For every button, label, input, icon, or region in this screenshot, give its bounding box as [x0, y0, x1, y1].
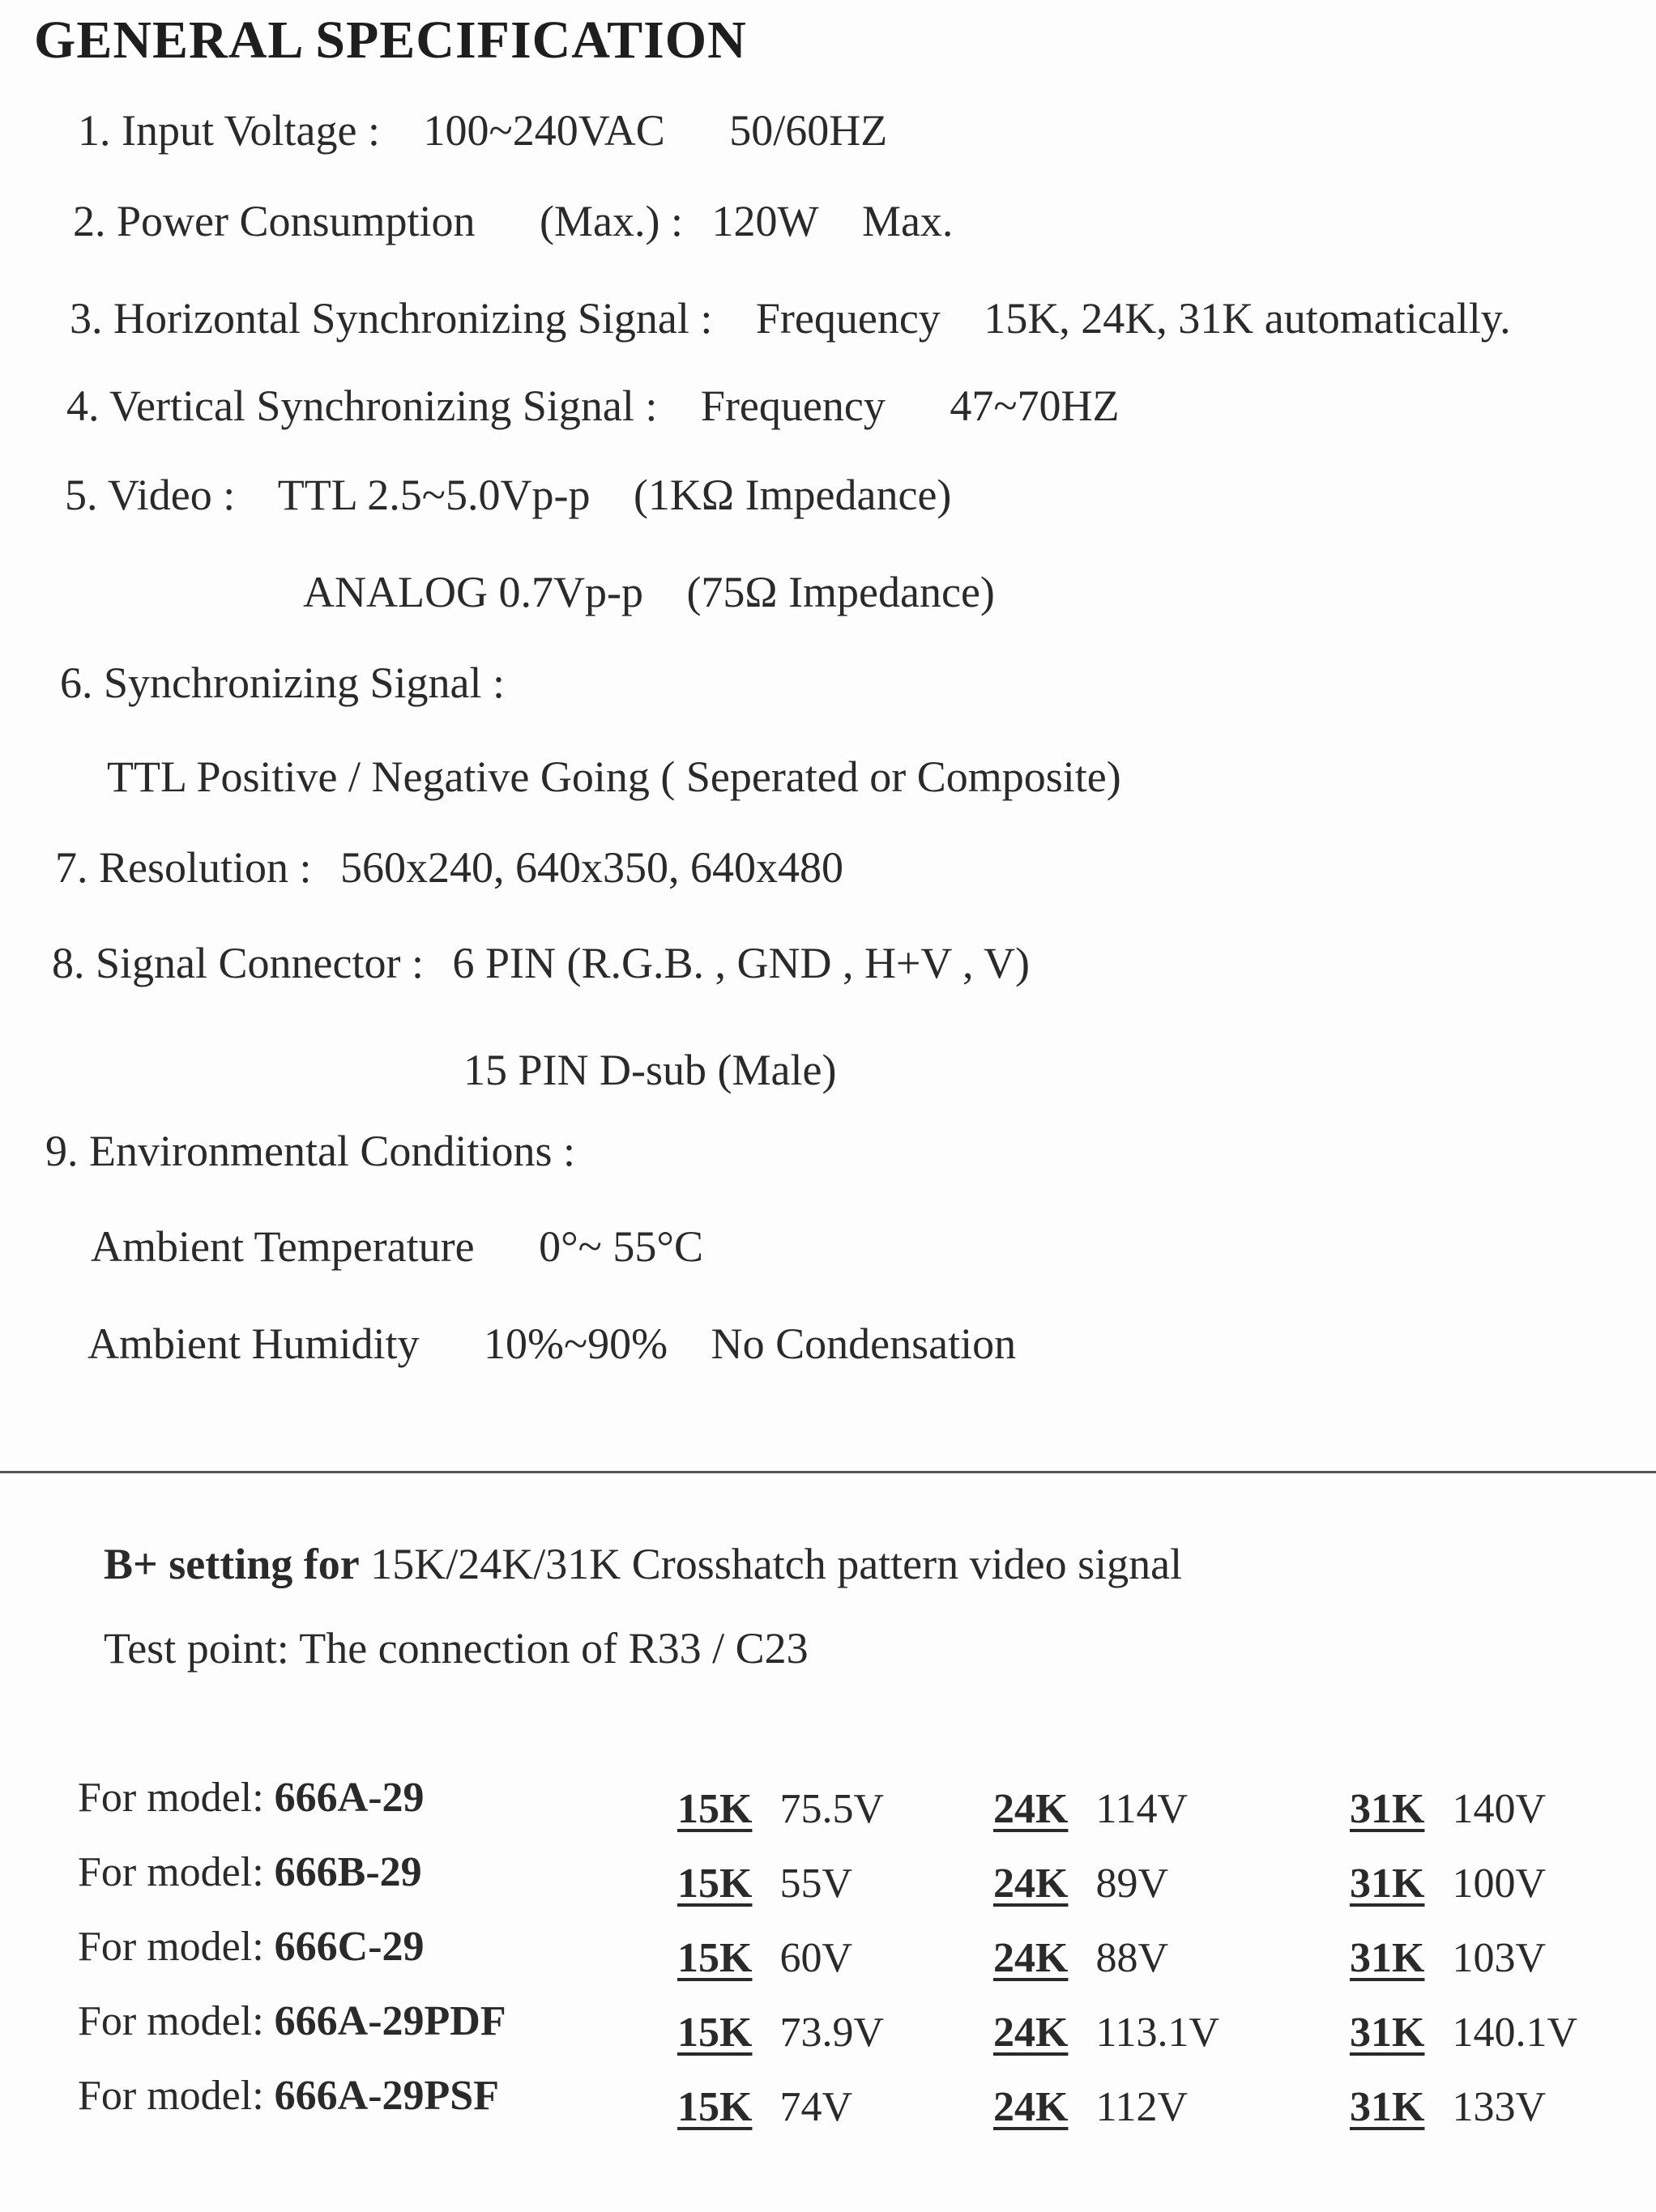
freq-31k — [1350, 1934, 1546, 1982]
freq-voltage: 75.5V — [779, 1786, 885, 1832]
freq-key: 15K — [677, 2010, 753, 2056]
spec-value: 15 PIN D-sub (Male) — [463, 1046, 837, 1094]
spec-value: 47~70HZ — [950, 381, 1120, 430]
spec-qualifier: (Max.) : — [540, 197, 683, 245]
freq-15k — [677, 1934, 852, 1982]
spec-key: Frequency — [700, 381, 886, 430]
spec-ambient-temperature — [91, 1221, 703, 1272]
model-name: 666A-29 — [274, 1775, 425, 1821]
model-label — [78, 1848, 422, 1896]
test-point-note: Test point: The connection of R33 / C23 — [104, 1624, 809, 1673]
freq-31k — [1350, 1860, 1546, 1907]
document-title: GENERAL SPECIFICATION — [34, 11, 747, 70]
spec-sync-signal — [60, 658, 505, 708]
freq-voltage: 60V — [779, 1935, 853, 1981]
freq-voltage: 112V — [1095, 2084, 1189, 2130]
freq-24k — [993, 2009, 1219, 2056]
freq-15k — [677, 2009, 884, 2056]
model-name: 666B-29 — [274, 1849, 422, 1895]
spec-label: 9. Environmental Conditions : — [45, 1127, 575, 1175]
freq-15k — [677, 1860, 852, 1907]
spec-video-ttl: TTL 2.5~5.0Vp-p — [277, 471, 591, 519]
freq-voltage: 133V — [1452, 2084, 1547, 2130]
spec-key: Ambient Humidity — [87, 1319, 420, 1368]
bplus-heading-bold: B+ setting for — [104, 1540, 360, 1588]
model-prefix: For model: — [78, 1849, 264, 1895]
spec-sync-signal-value — [107, 752, 1121, 802]
freq-voltage: 55V — [779, 1860, 853, 1907]
freq-key: 15K — [677, 1786, 753, 1832]
freq-voltage: 140V — [1452, 1786, 1547, 1832]
spec-label: 2. Power Consumption — [73, 197, 476, 245]
freq-24k — [993, 1934, 1168, 1982]
spec-video-analog: ANALOG 0.7Vp-p — [303, 568, 643, 616]
spec-video-ttl-impedance: (1KΩ Impedance) — [633, 471, 952, 519]
freq-key: 24K — [993, 2084, 1069, 2130]
spec-label: 5. Video : — [65, 471, 236, 519]
spec-value: TTL Positive / Negative Going ( Seperated or Composite) — [107, 752, 1121, 801]
spec-label: 1. Input Voltage : — [78, 106, 380, 155]
model-name: 666C-29 — [274, 1924, 425, 1970]
spec-video-analog-line — [303, 567, 995, 617]
spec-value: 560x240, 640x350, 640x480 — [340, 843, 844, 892]
model-label — [78, 1774, 425, 1822]
spec-video-analog-impedance: (75Ω Impedance) — [686, 568, 995, 616]
freq-24k — [993, 1860, 1168, 1907]
freq-key: 31K — [1350, 1786, 1425, 1832]
model-row — [78, 1774, 1650, 1848]
spec-signal-connector-2 — [463, 1045, 836, 1095]
spec-label: 7. Resolution : — [55, 843, 312, 892]
spec-value: 10%~90% — [483, 1319, 668, 1368]
freq-15k — [677, 2083, 852, 2131]
model-row — [78, 2072, 1650, 2146]
model-row — [78, 1923, 1650, 1997]
freq-key: 24K — [993, 2010, 1069, 2056]
model-prefix: For model: — [78, 2073, 264, 2119]
freq-31k — [1350, 2009, 1577, 2056]
spec-value: 0°~ 55°C — [539, 1222, 703, 1271]
spec-key: Frequency — [755, 294, 941, 343]
model-label — [78, 1997, 506, 2045]
freq-31k — [1350, 1785, 1546, 1833]
freq-voltage: 114V — [1095, 1786, 1189, 1832]
freq-voltage: 89V — [1095, 1860, 1169, 1907]
bplus-heading — [104, 1539, 1182, 1589]
model-name: 666A-29PDF — [274, 1998, 506, 2044]
freq-key: 24K — [993, 1860, 1069, 1907]
freq-voltage: 73.9V — [779, 2010, 885, 2056]
freq-voltage: 100V — [1452, 1860, 1547, 1907]
freq-key: 31K — [1350, 1935, 1425, 1981]
spec-ambient-humidity — [87, 1319, 1016, 1369]
spec-input-voltage — [78, 105, 887, 156]
freq-key: 31K — [1350, 1860, 1425, 1907]
spec-note: No Condensation — [711, 1319, 1017, 1368]
model-name: 666A-29PSF — [274, 2073, 499, 2119]
spec-environmental — [45, 1126, 575, 1176]
spec-value: 15K, 24K, 31K automatically. — [984, 294, 1511, 343]
model-row — [78, 1848, 1650, 1923]
spec-value: 100~240VAC — [423, 106, 665, 155]
freq-key: 31K — [1350, 2084, 1425, 2130]
spec-value: 6 PIN (R.G.B. , GND , H+V , V) — [452, 939, 1030, 987]
model-prefix: For model: — [78, 1775, 264, 1821]
spec-signal-connector — [52, 938, 1030, 988]
spec-label: 4. Vertical Synchronizing Signal : — [66, 381, 658, 430]
freq-voltage: 74V — [779, 2084, 853, 2130]
spec-vertical-sync — [66, 381, 1120, 431]
freq-key: 15K — [677, 1860, 753, 1907]
freq-key: 31K — [1350, 2010, 1425, 2056]
freq-31k — [1350, 2083, 1546, 2131]
bplus-heading-rest: 15K/24K/31K Crosshatch pattern video signal — [370, 1540, 1183, 1588]
spec-value: 120W — [711, 197, 819, 245]
spec-suffix: Max. — [861, 197, 954, 245]
spec-value-freq: 50/60HZ — [729, 106, 888, 155]
spec-label: 8. Signal Connector : — [52, 939, 424, 987]
freq-24k — [993, 2083, 1188, 2131]
freq-voltage: 88V — [1095, 1935, 1169, 1981]
model-prefix: For model: — [78, 1998, 264, 2044]
section-divider — [0, 1471, 1656, 1473]
freq-key: 24K — [993, 1935, 1069, 1981]
spec-horizontal-sync — [70, 293, 1511, 343]
spec-key: Ambient Temperature — [91, 1222, 475, 1271]
freq-key: 15K — [677, 2084, 753, 2130]
spec-power-consumption — [73, 196, 953, 246]
freq-voltage: 103V — [1452, 1935, 1547, 1981]
spec-label: 3. Horizontal Synchronizing Signal : — [70, 294, 713, 343]
freq-voltage: 113.1V — [1095, 2010, 1220, 2056]
freq-voltage: 140.1V — [1452, 2010, 1578, 2056]
freq-key: 24K — [993, 1786, 1069, 1832]
model-row — [78, 1997, 1650, 2072]
freq-15k — [677, 1785, 884, 1833]
spec-label: 6. Synchronizing Signal : — [60, 658, 505, 707]
freq-key: 15K — [677, 1935, 753, 1981]
model-label — [78, 2072, 499, 2120]
model-voltage-table — [78, 1774, 1650, 2146]
model-label — [78, 1923, 425, 1971]
freq-24k — [993, 1785, 1188, 1833]
model-prefix: For model: — [78, 1924, 264, 1970]
spec-video — [65, 470, 951, 520]
spec-resolution — [55, 842, 843, 893]
